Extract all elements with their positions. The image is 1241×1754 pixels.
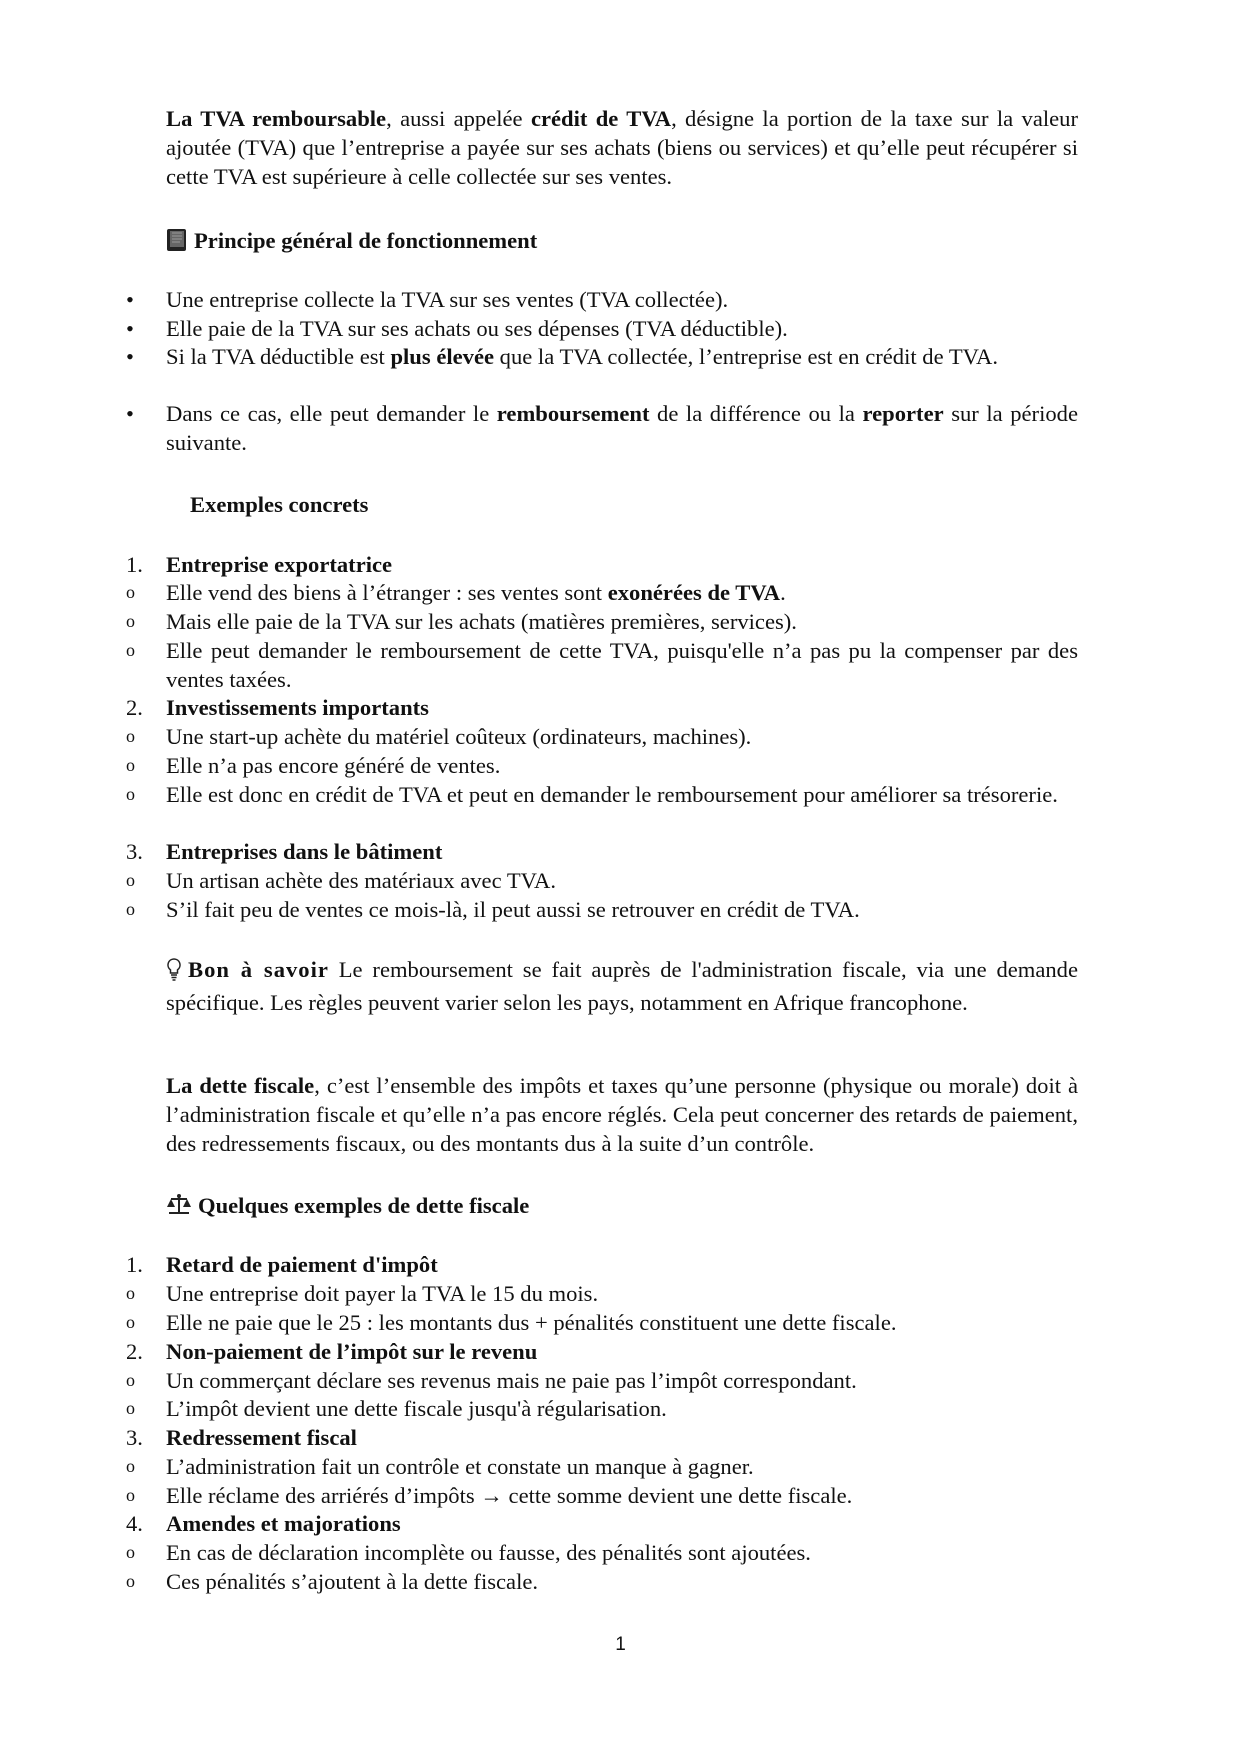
- example-title: Redressement fiscal: [166, 1425, 357, 1450]
- scales-icon: [166, 1193, 192, 1224]
- document-page: La TVA remboursable, aussi appelée crédit de TVA, désigne la portion de la taxe sur la valeur ajoutée (TVA) que l’entreprise a payée sur ses achats (biens ou services) et qu’elle peut récupérer si cette TVA est supérieure à celle collectée sur ses ventes. Principe général de fonctionnement • Une entreprise collecte la TVA sur ses ventes (TVA collectée). • Elle paie de la TVA sur ses achats ou ses dépenses (TVA déductible). • Si la TVA déductible est plus élevée que la TVA collectée, l’entreprise est en crédit de TVA. • Dans ce cas, elle peut demander le remboursement de la différence ou la reporter sur la période suivante. Exemples concrets 1. Entreprise exportatrice o Elle vend des biens à l’étranger : ses ventes sont exonérées de TVA. o Mais elle paie de la TVA sur les achats (matières premières, services). o Elle peut demander le remboursement de cette TVA, puisqu'elle n’a pas pu la compenser par des ventes taxées. 2. Investissements importants o Une start-up achète du matériel coûteux (ordinateurs, machines). o Elle n’a pas encore généré de ventes. o Elle est donc en crédit de TVA et peut en demander le remboursement pour améliorer sa trésorerie. 3. Entreprises dans le bâtiment o Un artisan achète des matériaux avec TVA. o S’il fait peu de ventes ce mois-là, il peut aussi se retrouver en crédit de TVA. Bon à savoir Le remboursement se fait auprès de l'administration fiscale, via une demande spécifique. Les règles peuvent varier selon les pays, notamment en Afrique francophone. La dette fiscale, c’est l’ensemble des impôts et taxes qu’une personne (physique ou morale) doit à l’administration fiscale et qu’elle n’a pas encore réglés. Cela peut concerner des retards de paiement, des redressements fiscaux, ou des montants dus à la suite d’un contrôle. Quelques exemples de dette fiscale 1. Retard de paiement d'impôt o Une entreprise doit payer la TVA le 15 du mois. o Elle ne paie que le 25 : les montants dus + pénalités constituent une dette fiscale. 2. Non-paiement de l’impôt sur le revenu o Un commerçant déclare ses revenus mais ne paie pas l’impôt correspondant. o L’impôt devient une dette fiscale jusqu'à régularisation. 3. Redressement fiscal o L’administration fait un contrôle et constate un manque à gagner. o Elle réclame des arriérés d’impôts → cette somme devient une dette fiscale. 4. Amendes et majorations o En cas de déclaration incomplète ou fausse, des pénalités sont ajoutées. o Ces pénalités s’ajoutent à la dette fiscale. 1: [0, 0, 1241, 1754]
- list-item: Elle ne paie que le 25 : les montants dus + pénalités constituent une dette fiscale.: [166, 1310, 897, 1335]
- list-item: Une entreprise collecte la TVA sur ses ventes (TVA collectée).: [166, 287, 729, 312]
- list-item: Mais elle paie de la TVA sur les achats (matières premières, services).: [166, 609, 797, 634]
- example-title: Retard de paiement d'impôt: [166, 1252, 438, 1277]
- list-item: Elle réclame des arriérés d’impôts → cette somme devient une dette fiscale.: [166, 1483, 853, 1508]
- dette-paragraph: La dette fiscale, c’est l’ensemble des impôts et taxes qu’une personne (physique ou morale) doit à l’administration fiscale et qu’elle n’a pas encore réglés. Cela peut concerner des retards de paiement, des redressements fiscaux, ou des montants dus à la suite d’un contrôle.: [166, 1073, 1078, 1156]
- principe-heading: Principe général de fonctionnement: [166, 226, 537, 259]
- list-item: Elle n’a pas encore généré de ventes.: [166, 753, 501, 778]
- list-item: Une start-up achète du matériel coûteux (ordinateurs, machines).: [166, 724, 752, 749]
- list-item: En cas de déclaration incomplète ou fausse, des pénalités sont ajoutées.: [166, 1540, 811, 1565]
- list-item: Un artisan achète des matériaux avec TVA.: [166, 868, 557, 893]
- list-item: Elle est donc en crédit de TVA et peut en demander le remboursement pour améliorer sa trésorerie.: [166, 782, 1058, 807]
- list-item: Si la TVA déductible est plus élevée que la TVA collectée, l’entreprise est en crédit de TVA.: [166, 344, 999, 369]
- list-item: Elle vend des biens à l’étranger : ses ventes sont exonérées de TVA.: [166, 580, 786, 605]
- exemples-heading: Exemples concrets: [190, 492, 369, 517]
- example-title: Investissements importants: [166, 695, 429, 720]
- example-title: Non-paiement de l’impôt sur le revenu: [166, 1339, 538, 1364]
- example-title: Entreprises dans le bâtiment: [166, 839, 443, 864]
- example-title: Entreprise exportatrice: [166, 552, 393, 577]
- list-item: Un commerçant déclare ses revenus mais ne paie pas l’impôt correspondant.: [166, 1368, 857, 1393]
- list-item: Ces pénalités s’ajoutent à la dette fiscale.: [166, 1569, 539, 1594]
- intro-paragraph: La TVA remboursable, aussi appelée crédit de TVA, désigne la portion de la taxe sur la valeur ajoutée (TVA) que l’entreprise a payée sur ses achats (biens ou services) et qu’elle peut récupérer si cette TVA est supérieure à celle collectée sur ses ventes.: [166, 106, 1079, 189]
- list-item: Dans ce cas, elle peut demander le remboursement de la différence ou la reporter sur la période suivante.: [166, 401, 1078, 455]
- list-item: L’impôt devient une dette fiscale jusqu'à régularisation.: [166, 1396, 667, 1421]
- example-title: Amendes et majorations: [166, 1511, 401, 1536]
- lightbulb-icon: [166, 957, 182, 988]
- page-number: 1: [615, 1634, 626, 1655]
- list-item: L’administration fait un contrôle et constate un manque à gagner.: [166, 1454, 754, 1479]
- list-item: Une entreprise doit payer la TVA le 15 du mois.: [166, 1281, 599, 1306]
- tip-paragraph: Bon à savoir Le remboursement se fait auprès de l'administration fiscale, via une demande spécifique. Les règles peuvent varier selon les pays, notamment en Afrique francophone.: [166, 957, 1079, 1015]
- dette-heading: Quelques exemples de dette fiscale: [166, 1191, 529, 1224]
- list-item: Elle peut demander le remboursement de cette TVA, puisqu'elle n’a pas pu la compenser par des ventes taxées.: [166, 638, 1078, 692]
- book-icon: [166, 228, 188, 259]
- list-item: S’il fait peu de ventes ce mois-là, il peut aussi se retrouver en crédit de TVA.: [166, 897, 860, 922]
- list-item: Elle paie de la TVA sur ses achats ou ses dépenses (TVA déductible).: [166, 316, 788, 341]
